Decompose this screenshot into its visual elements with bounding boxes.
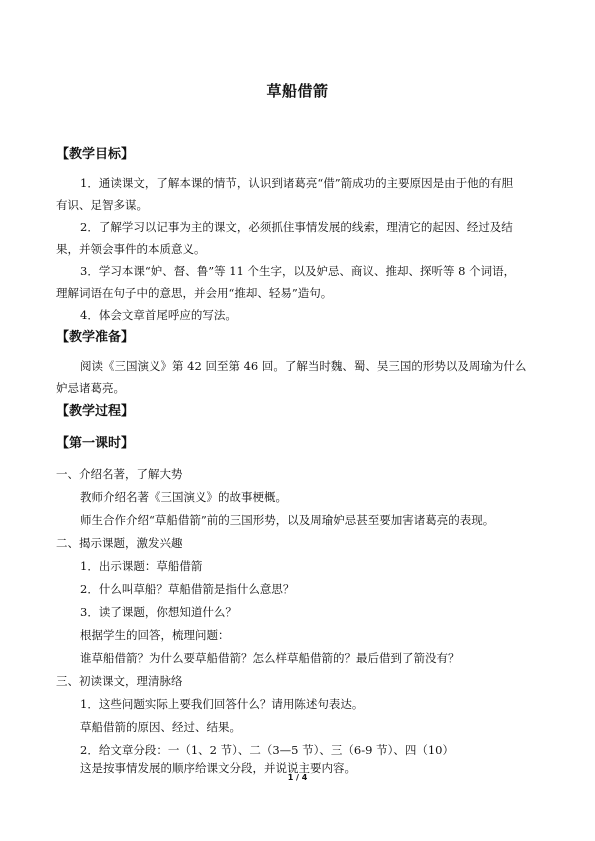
section-heading-prep: 【教学准备】 bbox=[56, 330, 135, 345]
list-item: 教师介绍名著《三国演义》的故事梗概。 bbox=[80, 490, 287, 504]
paragraph-line: 3．学习本课“妒、督、鲁”等 11 个生字，以及妒忌、商议、推却、探听等 8 个词语， bbox=[80, 264, 516, 278]
section-heading-goals: 【教学目标】 bbox=[56, 147, 135, 162]
list-item: 3．读了课题，你想知道什么？ bbox=[80, 605, 237, 619]
paragraph-line: 4．体会文章首尾呼应的写法。 bbox=[80, 308, 237, 322]
list-item: 草船借箭的原因、经过、结果。 bbox=[80, 720, 241, 734]
list-item: 1．出示课题：草船借箭 bbox=[80, 559, 203, 573]
list-item: 三、初读课文，理清脉络 bbox=[56, 674, 183, 688]
paragraph-line: 果，并领会事件的本质意义。 bbox=[56, 242, 206, 256]
list-item: 师生合作介绍“草船借箭”前的三国形势，以及周瑜妒忌甚至要加害诸葛亮的表现。 bbox=[80, 513, 495, 527]
page-number: 1 / 4 bbox=[287, 773, 308, 782]
page-title: 草船借箭 bbox=[266, 82, 329, 100]
list-item: 谁草船借箭？为什么要草船借箭？怎么样草船借箭的？最后借到了箭没有？ bbox=[80, 651, 460, 665]
list-item: 2．什么叫草船？草船借箭是指什么意思？ bbox=[80, 582, 295, 596]
section-heading-lesson1: 【第一课时】 bbox=[56, 436, 135, 451]
list-item: 这是按事情发展的顺序给课文分段，并说说主要内容。 bbox=[80, 761, 356, 775]
list-item: 1．这些问题实际上要我们回答什么？请用陈述句表达。 bbox=[80, 697, 364, 711]
paragraph-line: 理解词语在句子中的意思，并会用“推却、轻易”造句。 bbox=[56, 286, 333, 300]
paragraph-line: 2．了解学习以记事为主的课文，必须抓住事情发展的线索，理清它的起因、经过及结 bbox=[80, 220, 513, 234]
list-item: 二、揭示课题，激发兴趣 bbox=[56, 536, 183, 550]
paragraph-line: 妒忌诸葛亮。 bbox=[56, 381, 125, 395]
section-heading-process: 【教学过程】 bbox=[56, 404, 135, 419]
list-item: 2．给文章分段：一（1、2 节）、二（3—5 节）、三（6-9 节）、四（10） bbox=[80, 743, 454, 757]
paragraph-line: 1．通读课文，了解本课的情节，认识到诸葛亮“借”箭成功的主要原因是由于他的有胆 bbox=[80, 176, 514, 190]
list-item: 一、介绍名著，了解大势 bbox=[56, 467, 183, 481]
paragraph-line: 阅读《三国演义》第 42 回至第 46 回。了解当时魏、蜀、吴三国的形势以及周瑜为什么 bbox=[80, 359, 527, 373]
paragraph-line: 有识、足智多谋。 bbox=[56, 198, 148, 212]
list-item: 根据学生的回答，梳理问题： bbox=[80, 628, 230, 642]
